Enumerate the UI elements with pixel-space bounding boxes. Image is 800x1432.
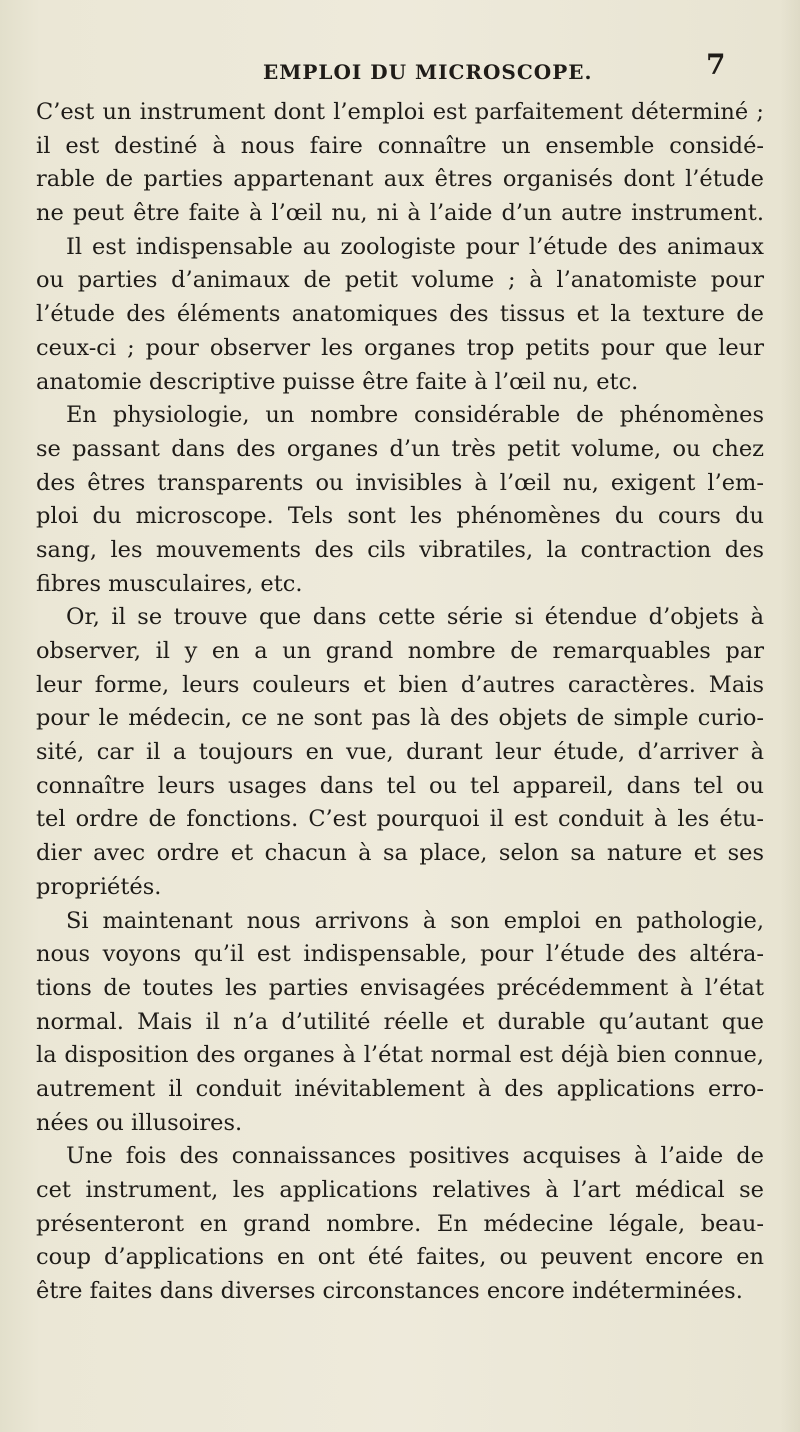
text-line: pour le médecin, ce ne sont pas là des objets de simple curio- — [36, 705, 764, 732]
page-number: 7 — [706, 48, 726, 81]
text-line: la disposition des organes à l’état normal est déjà bien connue, — [36, 1042, 764, 1069]
text-line: présenteront en grand nombre. En médecine légale, beau- — [36, 1210, 764, 1237]
text-line: Or, il se trouve que dans cette série si étendue d’objets à — [66, 604, 764, 631]
page-header — [0, 48, 800, 88]
text-line: sang, les mouvements des cils vibratiles, la contraction des — [36, 536, 764, 563]
text-line: Il est indispensable au zoologiste pour l’étude des animaux — [66, 233, 764, 260]
text-line: Si maintenant nous arrivons à son emploi en pathologie, — [66, 907, 764, 934]
text-line: tions de toutes les parties envisagées précédemment à l’état — [36, 974, 764, 1001]
text-line: tel ordre de fonctions. C’est pourquoi il est conduit à les étu- — [36, 806, 764, 833]
text-line: se passant dans des organes d’un très petit volume, ou chez — [36, 435, 764, 462]
text-line: sité, car il a toujours en vue, durant leur étude, d’arriver à — [36, 739, 764, 766]
text-line: nées ou illusoires. — [36, 1109, 243, 1136]
text-line: C’est un instrument dont l’emploi est parfaitement déterminé ; — [36, 99, 764, 125]
running-title: EMPLOI DU MICROSCOPE. — [263, 60, 593, 84]
text-line: connaître leurs usages dans tel ou tel appareil, dans tel ou — [36, 772, 764, 799]
text-line: rable de parties appartenant aux êtres organisés dont l’étude — [36, 166, 764, 193]
text-line: dier avec ordre et chacun à sa place, selon sa nature et ses — [36, 840, 764, 867]
text-line: autrement il conduit inévitablement à des applications erro- — [36, 1075, 764, 1102]
text-line: normal. Mais il n’a d’utilité réelle et durable qu’autant que — [36, 1008, 764, 1035]
text-line: coup d’applications en ont été faites, ou peuvent encore en — [36, 1244, 764, 1271]
text-line: il est destiné à nous faire connaître un ensemble considé- — [36, 132, 764, 159]
text-line: l’étude des éléments anatomiques des tissus et la texture de — [36, 301, 764, 328]
text-line: ploi du microscope. Tels sont les phénomènes du cours du — [36, 503, 764, 530]
text-line: être faites dans diverses circonstances encore indéterminées. — [36, 1278, 743, 1305]
text-line: ne peut être faite à l’œil nu, ni à l’aide d’un autre instrument. — [36, 200, 764, 227]
text-line: En physiologie, un nombre considérable de phénomènes — [66, 402, 764, 429]
text-line: cet instrument, les applications relatives à l’art médical se — [36, 1177, 764, 1203]
text-line: propriétés. — [36, 873, 162, 900]
text-line: fibres musculaires, etc. — [36, 570, 303, 597]
text-line: Une fois des connaissances positives acquises à l’aide de — [66, 1143, 764, 1170]
text-line: ou parties d’animaux de petit volume ; à l’anatomiste pour — [36, 267, 764, 294]
text-line: ceux-ci ; pour observer les organes trop petits pour que leur — [36, 334, 764, 361]
text-line: nous voyons qu’il est indispensable, pour l’étude des altéra- — [36, 941, 764, 968]
text-line: leur forme, leurs couleurs et bien d’autres caractères. Mais — [36, 671, 764, 698]
text-line: observer, il y en a un grand nombre de remarquables par — [36, 638, 764, 664]
text-line: anatomie descriptive puisse être faite à l’œil nu, etc. — [36, 368, 639, 395]
body-text — [36, 96, 764, 1309]
text-line: des êtres transparents ou invisibles à l’œil nu, exigent l’em- — [36, 469, 764, 496]
